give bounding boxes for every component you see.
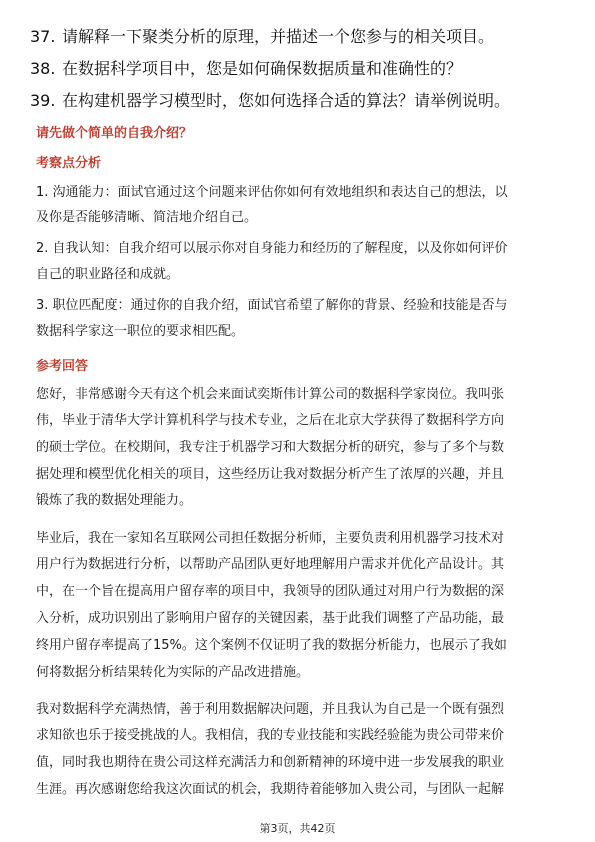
question-number: 39.: [30, 91, 56, 110]
question-text: 在数据科学项目中，您是如何确保数据质量和准确性的？: [62, 59, 463, 78]
answer-heading: 参考回答: [36, 359, 89, 374]
answer-line: 毕业后，我在一家知名互联网公司担任数据分析师，主要负责利用机器学习技术对: [36, 531, 505, 546]
analysis-line: 3. 职位匹配度：通过你的自我介绍，面试官希望了解你的背景、经验和技能是否与: [36, 298, 508, 313]
answer-line: 终用户留存率提高了15%。这个案例不仅证明了我的数据分析能力，也展示了我如: [36, 638, 507, 653]
section-question: 请先做个简单的自我介绍？: [36, 126, 193, 141]
question-38: [30, 58, 462, 80]
question-text: 在构建机器学习模型时，您如何选择合适的算法？请举例说明。: [62, 91, 511, 110]
question-number: 38.: [30, 59, 56, 78]
analysis-line: 及你是否能够清晰、简洁地介绍自己。: [36, 210, 258, 225]
analysis-line: 1. 沟通能力：面试官通过这个问题来评估你如何有效地组织和表达自己的想法，以: [36, 185, 508, 200]
answer-line: 用户行为数据进行分析，以帮助产品团队更好地理解用户需求并优化产品设计。其: [36, 557, 505, 572]
analysis-line: 数据科学家这一职位的要求相匹配。: [36, 324, 245, 339]
answer-line: 的硕士学位。在校期间，我专注于机器学习和大数据分析的研究，参与了多个与数: [36, 440, 505, 455]
page-footer: 第3页，共42页: [259, 822, 336, 835]
answer-line: 我对数据科学充满热情，善于利用数据解决问题，并且我认为自己是一个既有强烈: [36, 702, 505, 717]
answer-line: 据处理和模型优化相关的项目，这些经历让我对数据分析产生了浓厚的兴趣，并且: [36, 467, 505, 482]
question-37: [30, 26, 494, 48]
answer-line: 伟，毕业于清华大学计算机科学与技术专业，之后在北京大学获得了数据科学方向: [36, 413, 505, 428]
answer-line: 求知欲也乐于接受挑战的人。我相信，我的专业技能和实践经验能为贵公司带来价: [36, 728, 505, 743]
answer-line: 中，在一个旨在提高用户留存率的项目中，我领导的团队通过对用户行为数据的深: [36, 584, 505, 599]
answer-line: 锻炼了我的数据处理能力。: [36, 493, 193, 508]
analysis-heading: 考察点分析: [36, 156, 102, 171]
analysis-line: 2. 自我认知：自我介绍可以展示你对自身能力和经历的了解程度，以及你如何评价: [36, 241, 508, 256]
answer-line: 入分析，成功识别出了影响用户留存的关键因素，基于此我们调整了产品功能，最: [36, 611, 505, 626]
question-39: [30, 90, 510, 112]
question-number: 37.: [30, 27, 56, 46]
question-text: 请解释一下聚类分析的原理，并描述一个您参与的相关项目。: [62, 27, 495, 46]
answer-line: 您好，非常感谢今天有这个机会来面试奕斯伟计算公司的数据科学家岗位。我叫张: [36, 387, 505, 402]
answer-line: 生涯。再次感谢您给我这次面试的机会，我期待着能够加入贵公司，与团队一起解: [36, 782, 505, 797]
answer-line: 何将数据分析结果转化为实际的产品改进措施。: [36, 665, 310, 680]
analysis-line: 自己的职业路径和成就。: [36, 267, 180, 282]
answer-line: 值，同时我也期待在贵公司这样充满活力和创新精神的环境中进一步发展我的职业: [36, 755, 505, 770]
